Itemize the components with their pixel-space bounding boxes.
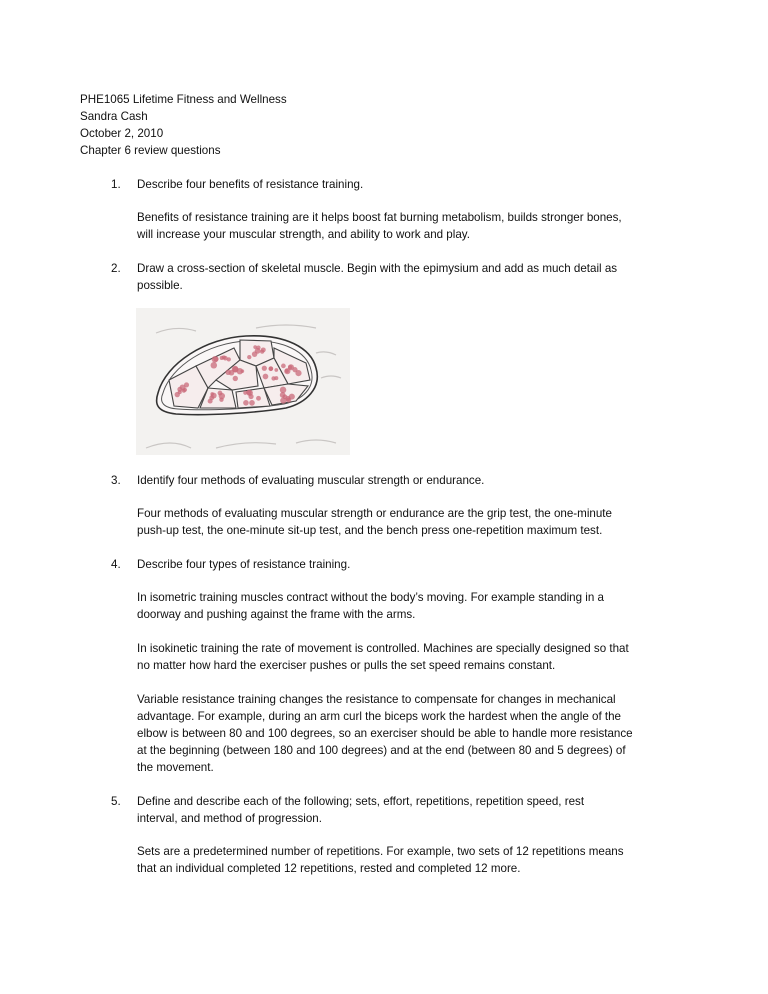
question-number: 1.: [111, 178, 121, 191]
answer-text: In isokinetic training the rate of movement is controlled. Machines are specially designed so that: [137, 642, 629, 655]
answer-text: Benefits of resistance training are it helps boost fat burning metabolism, builds stronger bones,: [137, 211, 622, 224]
answer-text: at the beginning (between 180 and 100 degrees) and at the end (between 80 and 5 degrees) of: [137, 744, 626, 757]
question-text: Draw a cross-section of skeletal muscle. Begin with the epimysium and add as much detail as: [137, 262, 618, 275]
question-number: 2.: [111, 262, 121, 275]
muscle-cross-section-drawing: [136, 308, 350, 455]
question-text: Identify four methods of evaluating muscular strength or endurance.: [137, 474, 485, 487]
header-line: Chapter 6 review questions: [80, 144, 221, 157]
question-text: possible.: [137, 279, 183, 292]
header-line: Sandra Cash: [80, 110, 148, 123]
answer-text: advantage. For example, during an arm curl the biceps work the hardest when the angle of the: [137, 710, 621, 723]
answer-text: the movement.: [137, 761, 214, 774]
answer-text: will increase your muscular strength, and ability to work and play.: [137, 228, 470, 241]
question-text: Define and describe each of the following; sets, effort, repetitions, repetition speed, rest: [137, 795, 585, 808]
answer-text: In isometric training muscles contract without the body’s moving. For example standing in a: [137, 591, 604, 604]
answer-text: that an individual completed 12 repetitions, rested and completed 12 more.: [137, 862, 521, 875]
answer-text: no matter how hard the exerciser pushes or pulls the set speed remains constant.: [137, 659, 556, 672]
question-text: Describe four benefits of resistance training.: [137, 178, 364, 191]
header-line: PHE1065 Lifetime Fitness and Wellness: [80, 93, 287, 106]
question-text: interval, and method of progression.: [137, 812, 322, 825]
header-line: October 2, 2010: [80, 127, 164, 140]
question-number: 3.: [111, 474, 121, 487]
answer-text: push-up test, the one-minute sit-up test, and the bench press one-repetition maximum test.: [137, 524, 603, 537]
answer-text: doorway and pushing against the frame with the arms.: [137, 608, 416, 621]
question-number: 5.: [111, 795, 121, 808]
answer-text: Sets are a predetermined number of repetitions. For example, two sets of 12 repetitions means: [137, 845, 624, 858]
question-text: Describe four types of resistance training.: [137, 558, 351, 571]
answer-text: Variable resistance training changes the resistance to compensate for changes in mechanical: [137, 693, 616, 706]
answer-text: Four methods of evaluating muscular strength or endurance are the grip test, the one-minute: [137, 507, 612, 520]
question-number: 4.: [111, 558, 121, 571]
answer-text: elbow is between 80 and 100 degrees, so an exerciser should be able to handle more resistance: [137, 727, 633, 740]
